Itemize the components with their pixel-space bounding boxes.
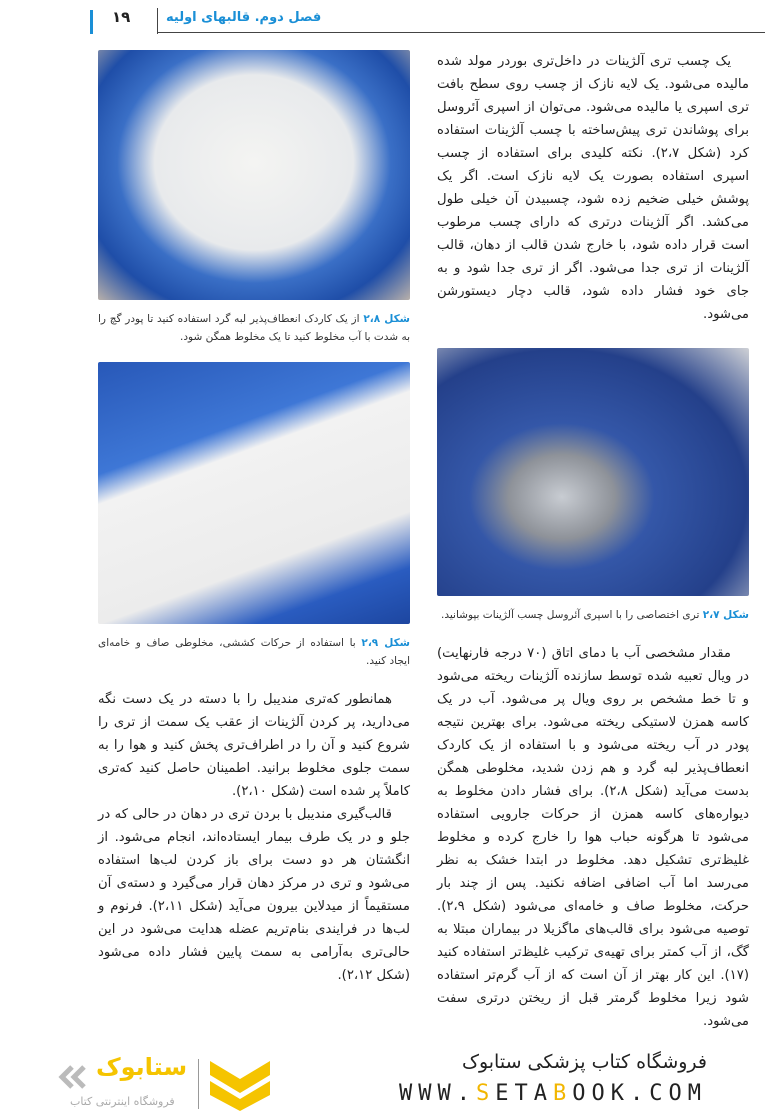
logo-subtitle: فروشگاه اینترنتی کتاب	[70, 1095, 175, 1108]
url-part: OOK.COM	[572, 1081, 707, 1106]
figure-label: شکل ۲،۷	[702, 609, 749, 621]
caption-text: با استفاده از حرکات کششی، مخلوطی صاف و خامه‌ای ایجاد کنید.	[98, 637, 410, 667]
caption-text: تری اختصاصی را با اسپری آئروسل چسب آلژینات بپوشانید.	[441, 609, 700, 621]
paragraph: قالب‌گیری مندیبل با بردن تری در دهان در حالی که در جلو و در یک طرف بیمار ایستاده‌اند، انجام می‌شود. از انگشتان هر دو دست برای باز کردن لب‌ها استفاده می‌شود و تری در مرکز دهان قرار می‌گیرد و دسته‌ی آن مستقیماً از میدلاین بیرون می‌آید (شکل ۲،۱۱). فرنوم و لب‌ها در فرایندی بنام‌تریم عضله هدایت می‌شود در این حالی‌تری به‌آرامی به سمت پایین فشار داده می‌شود (شکل ۲،۱۲).	[98, 807, 410, 983]
figure-2-9-caption	[98, 634, 410, 670]
header-divider	[157, 8, 158, 34]
url-part: ETA	[495, 1081, 554, 1106]
right-column	[437, 50, 749, 1033]
left-body-text	[98, 688, 410, 987]
figure-2-8-caption	[98, 310, 410, 346]
page-header	[0, 0, 765, 40]
paragraph: مقدار مشخصی آب با دمای اتاق (۷۰ درجه فارنهایت) در ویال تعبیه شده توسط سازنده آلژینات ریخته می‌شود و تا خط مشخص بر روی ویال پر می‌شود. آب در یک کاسه همزن لاستیکی ریخته می‌شود. برای بهترین نتیجه پودر در آب ریخته می‌شود و با استفاده از یک کاردک انعطاف‌پذیر لبه گرد و هم زدن شدید، مخلوطی همگن بدست می‌آید (شکل ۲،۸). برای فشار دادن مخلوط به دیواره‌های کاسه همزن از حرکات جارویی استفاده می‌شود تا هرگونه حباب هوا را خارج کرده و مخلوط غلیظ‌تری تشکیل دهد. مخلوط در ابتدا خشک به نظر می‌رسد اما آب اضافی اضافه نکنید. پس از چند بار حرکت، مخلوط صاف و خامه‌ای می‌شود (شکل ۲،۹). توصیه می‌شود برای قالب‌های ماگزیلا در بیماران مبتلا به گگ، از آب کمتر برای تهیه‌ی ترکیب غلیظ‌تر استفاده کنید (۱۷). این کار بهتر از آن است که از آب گرم‌تر استفاده شود زیرا مخلوط گرمتر قبل از ریختن درتری سفت می‌شود.	[437, 646, 749, 1029]
url-part: B	[553, 1081, 573, 1106]
figure-label: شکل ۲،۹	[361, 637, 410, 649]
figure-2-7-photo	[437, 348, 749, 596]
right-body-text-bottom	[437, 642, 749, 1033]
left-column	[98, 50, 410, 987]
figure-2-8-photo	[98, 50, 410, 300]
setabook-logo	[40, 1053, 280, 1113]
page-footer	[0, 1047, 765, 1119]
figure-label: شکل ۲،۸	[363, 313, 410, 325]
chapter-title: فصل دوم. قالبهای اولیه	[166, 10, 322, 25]
store-url[interactable]	[399, 1081, 707, 1106]
body-columns	[0, 40, 765, 1033]
header-rule	[157, 32, 765, 33]
page-number: ۱۹	[112, 8, 131, 26]
url-part: S	[476, 1081, 496, 1106]
paragraph: یک چسب تری آلژینات در داخل‌تری بوردر مولد شده مالیده می‌شود. یک لایه نازک از چسب روی سطح بافت تری اسپری یا مالیده می‌شود. می‌توان از اسپری آئروسل برای پوشاندن تری پیش‌ساخته با چسب آلژینات استفاده کرد (شکل ۲،۷). نکته کلیدی برای استفاده از چسب اسپری استفاده بصورت یک لایه نازک است. اگر یک پوشش خیلی ضخیم زده شود، چسبیدن آن خیلی طول می‌کشد. اگر آلژینات درتری که دارای چسب مرطوب است قرار داده شود، با خارج شدن قالب از دهان، قالب آلژینات از تری جدا می‌شود. اگر از تری جدا شود و به جای خود فشار داده شود، قالب دچار دیستورشن می‌شود.	[437, 54, 749, 322]
header-accent-bar	[90, 10, 93, 34]
right-body-text-top	[437, 50, 749, 326]
figure-2-9-photo	[98, 362, 410, 624]
caption-text: از یک کاردک انعطاف‌پذیر لبه گرد استفاده کنید تا پودر گچ را به شدت با آب مخلوط کنید تا یک مخلوط همگن شود.	[98, 313, 410, 343]
store-name: فروشگاه کتاب پزشکی ستابوک	[461, 1051, 707, 1073]
paragraph: همانطور که‌تری مندیبل را با دسته در یک دست نگه می‌دارید، پر کردن آلژینات از عقب یک سمت از تری را شروع کنید و آن را در اطراف‌تری پخش کنید و هوا را به سمت جلوی مخلوط برانید. اطمینان حاصل کنید که‌تری کاملاً پر شده است (شکل ۲،۱۰).	[98, 692, 410, 799]
url-part: WWW.	[399, 1081, 477, 1106]
logo-text: ستابوک	[96, 1053, 188, 1081]
figure-2-7-caption	[437, 606, 749, 624]
